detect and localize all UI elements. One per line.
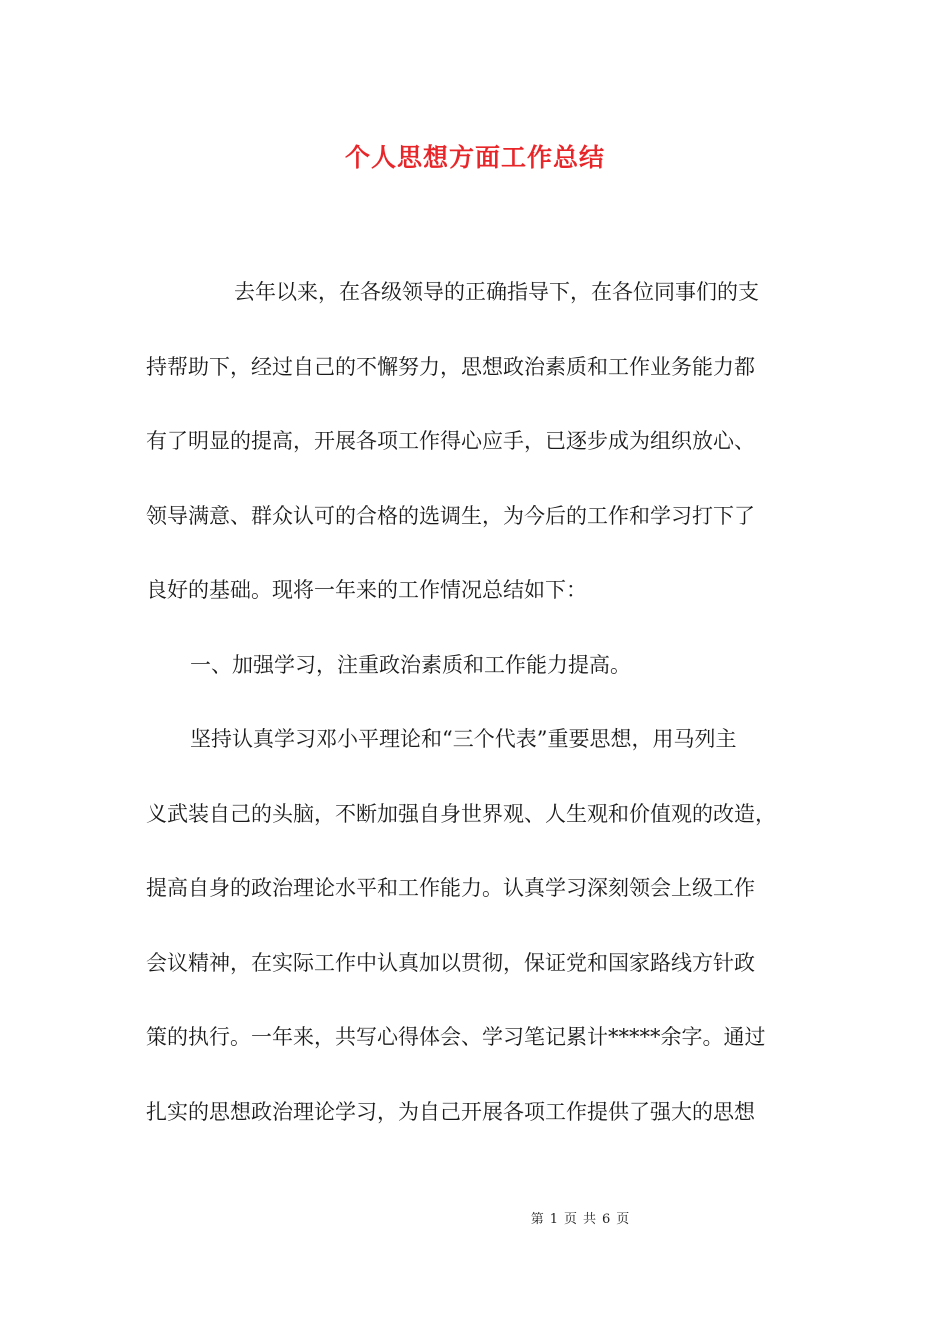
document-body xyxy=(146,270,836,1164)
paragraph-line: 会议精神，在实际工作中认真加以贯彻，保证党和国家路线方针政 xyxy=(146,950,755,975)
section-heading: 一、加强学习，注重政治素质和工作能力提高。 xyxy=(190,652,631,677)
paragraph-line: 提高自身的政治理论水平和工作能力。认真学习深刻领会上级工作 xyxy=(146,876,755,900)
document-title: 个人思想方面工作总结 xyxy=(344,143,605,172)
footer-suffix: 页 xyxy=(616,1212,630,1227)
paragraph-line: 义武装自己的头脑，不断加强自身世界观、人生观和价值观的改造， xyxy=(146,801,776,826)
footer-total-word: 共 xyxy=(583,1212,597,1227)
paragraph-line: 领导满意、群众认可的合格的选调生，为今后的工作和学习打下了 xyxy=(146,503,755,528)
footer-total-pages: 6 xyxy=(602,1212,611,1227)
page-footer xyxy=(0,1208,950,1227)
paragraph-line: 持帮助下，经过自己的不懈努力，思想政治素质和工作业务能力都 xyxy=(146,354,755,379)
footer-prefix: 第 xyxy=(530,1212,544,1227)
paragraph-line: 良好的基础。现将一年来的工作情况总结如下： xyxy=(146,578,587,602)
footer-page-word: 页 xyxy=(563,1212,577,1227)
paragraph-line: 去年以来，在各级领导的正确指导下，在各位同事们的支 xyxy=(234,280,759,304)
paragraph-line: 策的执行。一年来，共写心得体会、学习笔记累计*****余字。通过 xyxy=(146,1025,766,1049)
footer-page-number: 1 xyxy=(549,1212,558,1227)
paragraph-line: 扎实的思想政治理论学习，为自己开展各项工作提供了强大的思想 xyxy=(146,1099,755,1124)
paragraph-line: 坚持认真学习邓小平理论和“三个代表”重要思想，用马列主 xyxy=(190,727,737,751)
paragraph-line: 有了明显的提高，开展各项工作得心应手，已逐步成为组织放心、 xyxy=(146,429,755,453)
